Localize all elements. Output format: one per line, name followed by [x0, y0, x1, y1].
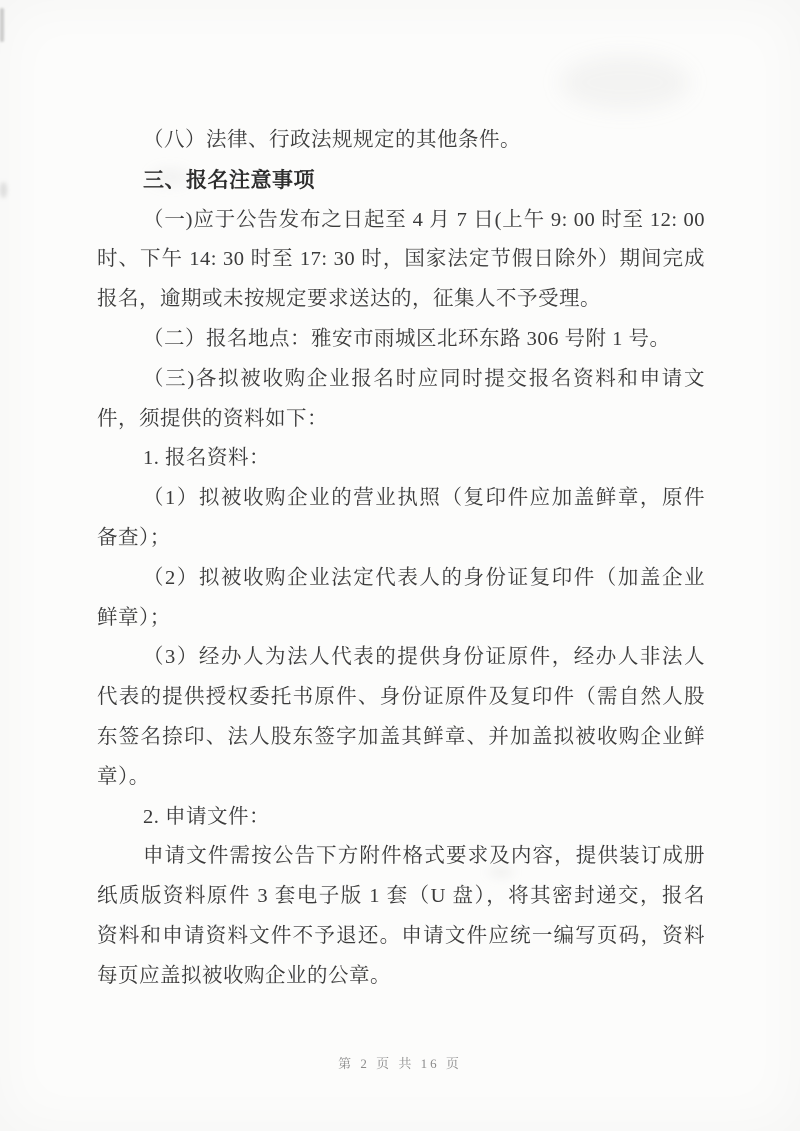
text-line: （一)应于公告发布之日起至 4 月 7 日(上午 9: 00 时至 12: 00	[143, 208, 705, 231]
scan-smudge	[0, 182, 7, 198]
text-line: 资料和申请资料文件不予退还。申请文件应统一编写页码，资料	[97, 924, 705, 947]
scan-smudge	[0, 8, 4, 42]
scan-smudge	[560, 55, 690, 110]
text-line: 代表的提供授权委托书原件、身份证原件及复印件（需自然人股	[97, 686, 705, 709]
text-line: 鲜章）；	[97, 606, 171, 629]
text-line: 件，须提供的资料如下：	[97, 407, 328, 430]
text-line: 每页应盖拟被收购企业的公章。	[97, 964, 391, 987]
text-line: 纸质版资料原件 3 套电子版 1 套（U 盘），将其密封递交，报名	[97, 885, 705, 908]
text-line: （2）拟被收购企业法定代表人的身份证复印件（加盖企业	[143, 566, 705, 589]
text-line: 三、报名注意事项	[143, 168, 315, 192]
text-line: （3）经办人为法人代表的提供身份证原件，经办人非法人	[143, 646, 705, 669]
text-line: （二）报名地点：雅安市雨城区北环东路 306 号附 1 号。	[143, 327, 671, 350]
text-line: 1. 报名资料：	[143, 447, 270, 470]
text-line: 2. 申请文件：	[143, 805, 270, 828]
text-line: 章）。	[97, 765, 150, 788]
page-number-text: 第 2 页 共 16 页	[338, 1056, 462, 1071]
text-line: （1）拟被收购企业的营业执照（复印件应加盖鲜章，原件	[143, 487, 705, 510]
text-line: （八）法律、行政法规规定的其他条件。	[143, 129, 521, 151]
document-body	[97, 121, 705, 997]
text-line: 时、下午 14: 30 时至 17: 30 时，国家法定节假日除外）期间完成	[97, 248, 705, 271]
page-footer	[0, 1053, 800, 1072]
text-line: 备查）；	[97, 526, 171, 549]
text-line: 申请文件需按公告下方附件格式要求及内容，提供装订成册	[143, 845, 705, 868]
text-line: 报名，逾期或未按规定要求送达的，征集人不予受理。	[97, 288, 601, 311]
text-line: 东签名捺印、法人股东签字加盖其鲜章、并加盖拟被收购企业鲜	[97, 725, 705, 748]
text-line: （三)各拟被收购企业报名时应同时提交报名资料和申请文	[143, 367, 705, 390]
